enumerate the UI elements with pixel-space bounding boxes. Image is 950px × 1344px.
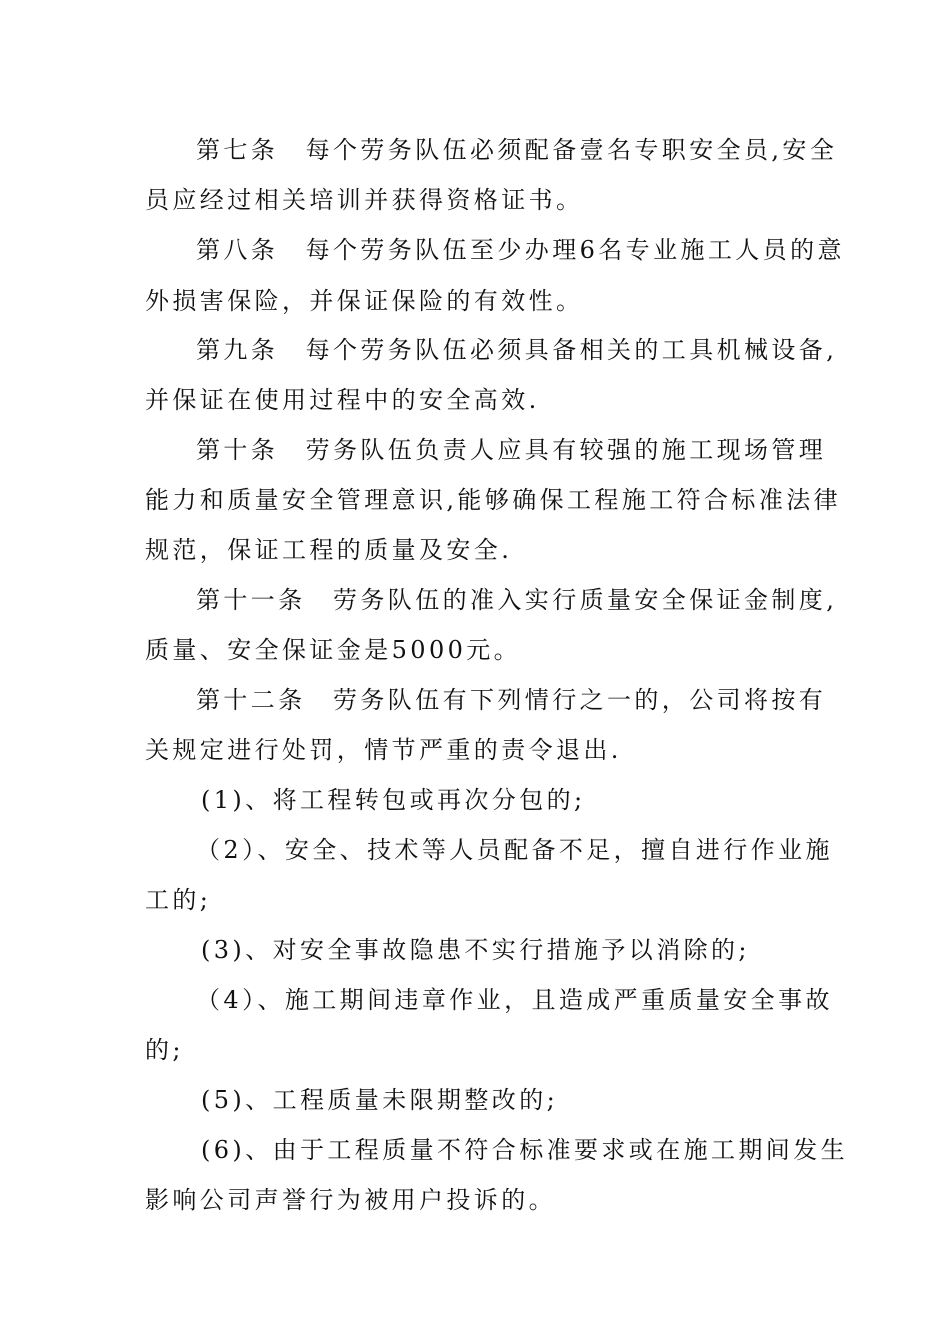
item-5-line-1: (5)、工程质量未限期整改的; — [201, 1086, 559, 1114]
article-7-line-1: 第七条 每个劳务队伍必须配备壹名专职安全员,安全 — [196, 136, 838, 164]
item-4-line-2: 的; — [145, 1036, 184, 1064]
item-2-line-1: （2）、安全、技术等人员配备不足，擅自进行作业施 — [196, 836, 833, 864]
item-6-line-1: (6)、由于工程质量不符合标准要求或在施工期间发生 — [201, 1136, 848, 1164]
item-1-line-1: (1)、将工程转包或再次分包的; — [201, 786, 586, 814]
article-12-line-1: 第十二条 劳务队伍有下列情行之一的，公司将按有 — [196, 686, 827, 714]
item-3-line-1: (3)、对安全事故隐患不实行措施予以消除的; — [201, 936, 750, 964]
article-11-line-1: 第十一条 劳务队伍的准入实行质量安全保证金制度, — [196, 586, 838, 614]
article-12-line-2: 关规定进行处罚，情节严重的责令退出. — [145, 736, 622, 764]
article-8-line-2: 外损害保险，并保证保险的有效性。 — [145, 287, 584, 315]
item-4-line-1: （4）、施工期间违章作业，且造成严重质量安全事故 — [196, 986, 833, 1014]
article-11-line-2: 质量、安全保证金是5000元。 — [145, 636, 522, 664]
article-10-line-3: 规范，保证工程的质量及安全. — [145, 536, 513, 564]
article-7-line-2: 员应经过相关培训并获得资格证书。 — [145, 186, 584, 214]
item-6-line-2: 影响公司声誉行为被用户投诉的。 — [145, 1186, 556, 1214]
article-8-line-1: 第八条 每个劳务队伍至少办理6名专业施工人员的意 — [196, 236, 845, 264]
article-10-line-2: 能力和质量安全管理意识,能够确保工程施工符合标准法律 — [145, 486, 842, 514]
article-9-line-2: 并保证在使用过程中的安全高效. — [145, 386, 540, 414]
article-10-line-1: 第十条 劳务队伍负责人应具有较强的施工现场管理 — [196, 436, 827, 464]
article-9-line-1: 第九条 每个劳务队伍必须具备相关的工具机械设备, — [196, 336, 838, 364]
item-2-line-2: 工的; — [145, 886, 212, 914]
